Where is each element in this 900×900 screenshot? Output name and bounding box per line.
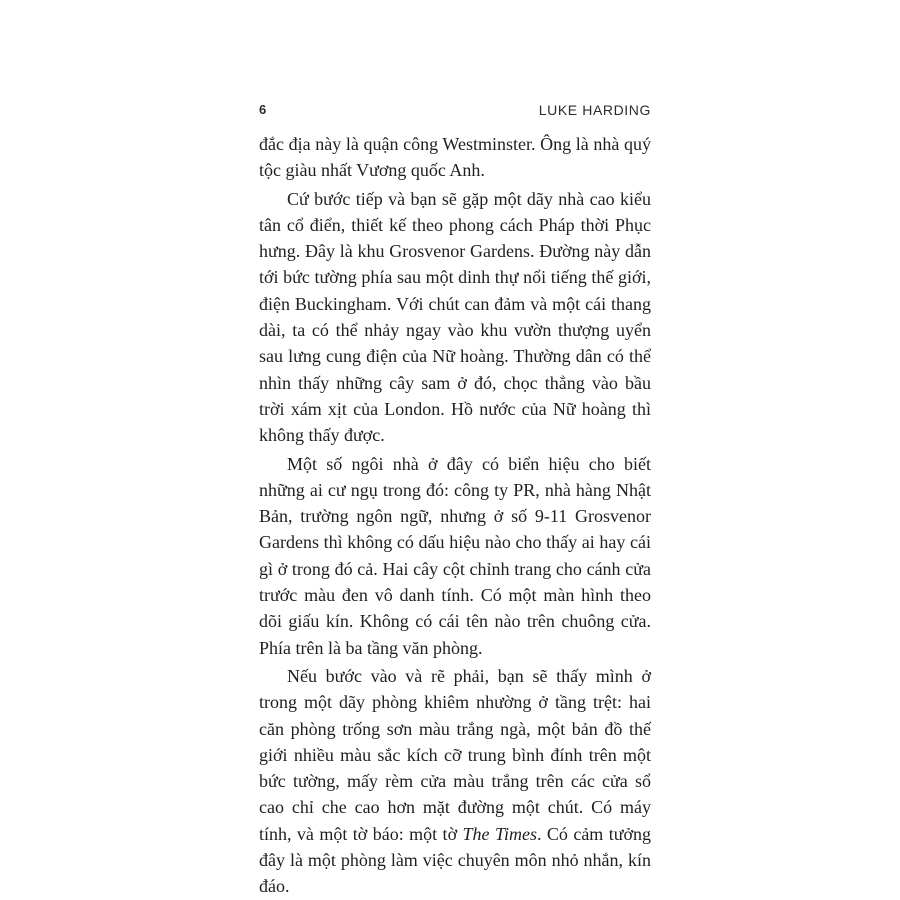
running-head-author: LUKE HARDING [538,102,651,118]
paragraph-2: Cứ bước tiếp và bạn sẽ gặp một dãy nhà cao kiểu tân cổ điển, thiết kế theo phong cách Pháp thời Phục hưng. Đây là khu Grosvenor Gardens. Đường này dẫn tới bức tường phía sau một dinh thự nổi tiếng thế giới, điện Buckingham. Với chút can đảm và một cái thang dài, ta có thể nhảy ngay vào khu vườn thượng uyển sau lưng cung điện của Nữ hoàng. Thường dân có thể nhìn thấy những cây sam ở đó, chọc thẳng vào bầu trời xám xịt của London. Hồ nước của Nữ hoàng thì không thấy được. [259,188,651,446]
paragraph-4 [259,663,651,900]
paragraph-4-text-end: . Có cảm tưởng đây là một phòng làm việc chuyên môn nhỏ nhắn, kín đáo. [259,823,652,897]
paragraph-1: đắc địa này là quận công Westminster. Ông là nhà quý tộc giàu nhất Vương quốc Anh. [259,134,651,181]
page-number: 6 [259,102,267,117]
running-head [259,100,651,124]
body-text [259,131,651,900]
newspaper-title: The Times [462,823,537,844]
paragraph-3: Một số ngôi nhà ở đây có biển hiệu cho biết những ai cư ngụ trong đó: công ty PR, nhà hàng Nhật Bản, trường ngôn ngữ, nhưng ở số 9-11 Grosvenor Gardens thì không có dấu hiệu nào cho thấy ai hay cái gì ở trong đó cả. Hai cây cột chỉnh trang cho cánh cửa trước màu đen vô danh tính. Có một màn hình theo dõi giấu kín. Không có cái tên nào trên chuông cửa. Phía trên là ba tầng văn phòng. [259,453,651,658]
paragraph-4-text-start: Nếu bước vào và rẽ phải, bạn sẽ thấy mình ở trong một dãy phòng khiêm nhường ở tầng trệt: hai căn phòng trống sơn màu trắng ngà, một bản đồ thế giới nhiều màu sắc kích cỡ trung bình đính trên một bức tường, mấy rèm cửa màu trắng trên các cửa sổ cao chỉ che cao hơn mặt đường một chút. Có máy tính, và một tờ báo: một tờ [259,665,651,844]
